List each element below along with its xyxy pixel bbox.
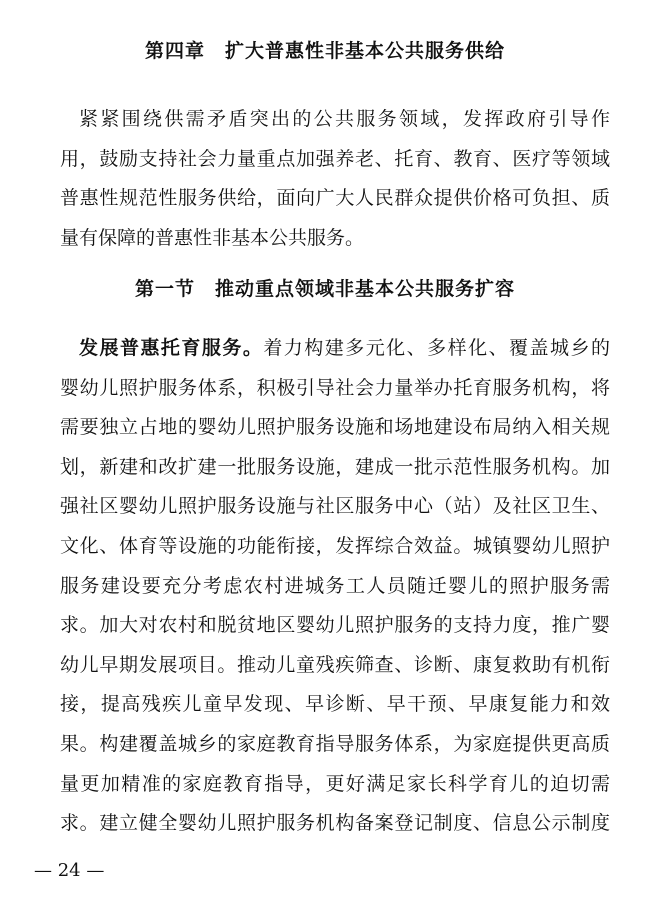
paragraph-line: 幼儿早期发展项目。推动儿童残疾筛查、诊断、康复救助有机衔	[60, 653, 610, 676]
paragraph-line: 量更加精准的家庭教育指导，更好满足家长科学育儿的迫切需	[60, 772, 610, 795]
section-title: 第一节 推动重点领域非基本公共服务扩容	[134, 278, 515, 300]
paragraph-line: 求。加大对农村和脱贫地区婴幼儿照护服务的支持力度，推广婴	[60, 614, 610, 637]
paragraph-line: 划，新建和改扩建一批服务设施，建成一批示范性服务机构。加	[60, 455, 610, 478]
paragraph-line: 接，提高残疾儿童早发现、早诊断、早干预、早康复能力和效	[60, 693, 610, 716]
paragraph-line: 服务建设要充分考虑农村进城务工人员随迁婴儿的照护服务需	[60, 574, 610, 597]
chapter-title: 第四章 扩大普惠性非基本公共服务供给	[144, 40, 505, 62]
paragraph-first-line	[60, 329, 610, 369]
paragraph-line: 量有保障的普惠性非基本公共服务。	[60, 226, 365, 249]
paragraph-line: 文化、体育等设施的功能衔接，发挥综合效益。城镇婴幼儿照护	[60, 534, 610, 557]
page-number: — 24 —	[34, 860, 105, 881]
paragraph-line: 用，鼓励支持社会力量重点加强养老、托育、教育、医疗等领域	[60, 147, 610, 170]
paragraph-line: 紧紧围绕供需矛盾突出的公共服务领域，发挥政府引导作	[79, 108, 610, 130]
paragraph-line: 果。构建覆盖城乡的家庭教育指导服务体系，为家庭提供更高质	[60, 732, 610, 755]
paragraph-line: 婴幼儿照护服务体系，积极引导社会力量举办托育服务机构，将	[60, 376, 610, 399]
paragraph-line: 强社区婴幼儿照护服务设施与社区服务中心（站）及社区卫生、	[60, 495, 610, 518]
paragraph-line: 需要独立占地的婴幼儿照护服务设施和场地建设布局纳入相关规	[60, 416, 610, 439]
paragraph-lead-heading: 发展普惠托育服务。	[79, 337, 264, 359]
body-paragraph	[60, 329, 610, 844]
paragraph-line: 求。建立健全婴幼儿照护服务机构备案登记制度、信息公示制度	[60, 812, 610, 835]
paragraph-line: 普惠性规范性服务供给，面向广大人民群众提供价格可负担、质	[60, 187, 610, 210]
intro-paragraph	[60, 100, 610, 258]
paragraph-lead-text: 着力构建多元化、多样化、覆盖城乡的	[263, 337, 610, 359]
